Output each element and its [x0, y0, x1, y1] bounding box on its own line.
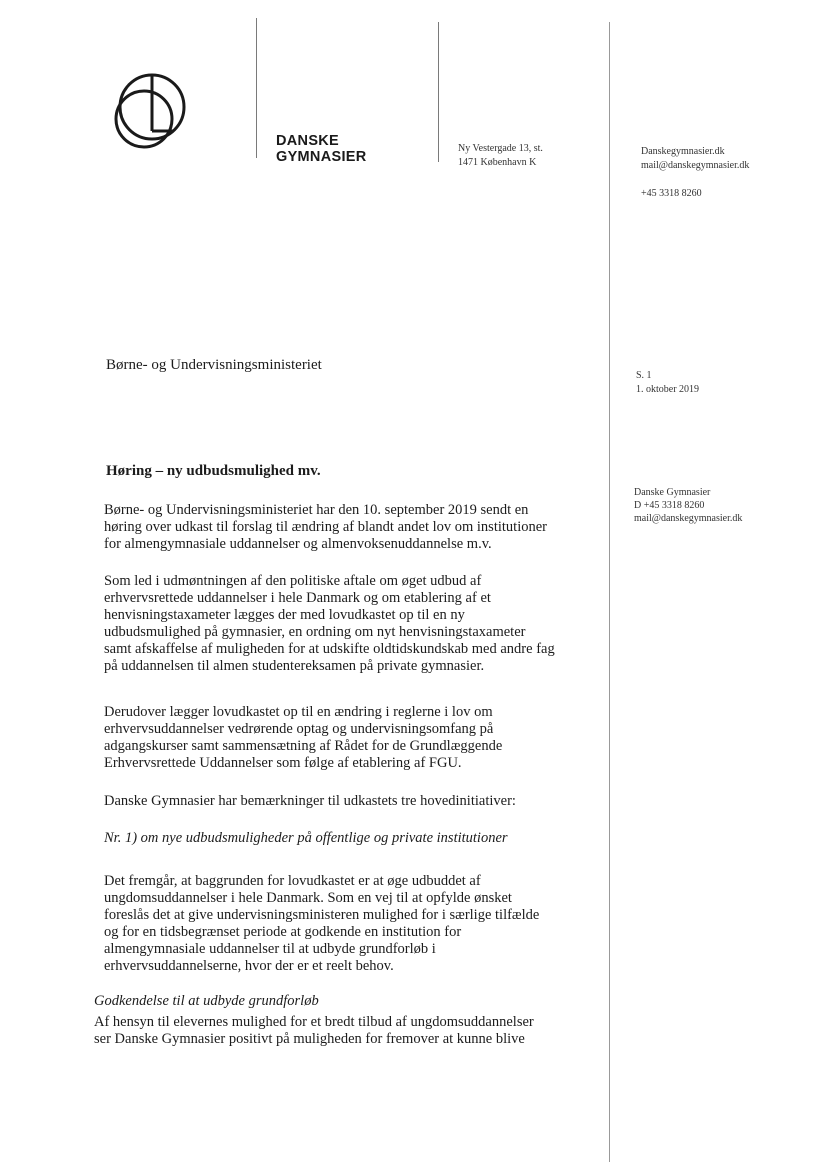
email-link: mail@danskegymnasier.dk: [641, 160, 750, 171]
organization-name: DANSKE GYMNASIER: [276, 133, 367, 165]
section-heading: Nr. 1) om nye udbudsmuligheder på offentlige og private institutioner: [104, 830, 508, 846]
page-date-block: [636, 369, 699, 397]
vertical-rule-1: [256, 18, 257, 158]
sender-contact-block: Danske Gymnasier D +45 3318 8260 mail@danskegymnasier.dk: [634, 487, 743, 524]
address-block: Ny Vestergade 13, st. 1471 København K: [458, 143, 543, 168]
danske-gymnasier-logo-icon: [108, 67, 188, 157]
recipient: Børne- og Undervisningsministeriet: [106, 357, 322, 373]
paragraph-1: Børne- og Undervisningsministeriet har den 10. september 2019 sendt en høring over udkast til forslag til ændring af blandt andet lov om institutioner for almengymnasiale uddannelser og almenvoksenuddannelse m.v.: [104, 502, 547, 552]
paragraph-4: Danske Gymnasier har bemærkninger til udkastets tre hovedinitiativer:: [104, 793, 516, 809]
paragraph-2: Som led i udmøntningen af den politiske aftale om øget udbud af erhvervsrettede uddannelser i hele Danmark og om etablering af et henvisningstaxameter lægges der med lovudkastet op til en ny udbudsmulighed på gymnasier, en ordning om nyt henvisningstaxameter samt afskaffelse af muligheden for at udskifte oldtidskundskab med andre fag på uddannelsen til almen studentereksamen på private gymnasier.: [104, 573, 555, 674]
paragraph-6: Af hensyn til elevernes mulighed for et bredt tilbud af ungdomsuddannelser ser Danske Gymnasier positivt på muligheden for fremover at kunne blive: [94, 1014, 534, 1047]
paragraph-5: Det fremgår, at baggrunden for lovudkastet er at øge udbuddet af ungdomsuddannelser i hele Danmark. Som en vej til at opfylde ønsket foreslås det at give undervisningsministeren mulighed for i særlige tilfælde og for en tidsbegrænset periode at godkende en institution for almengymnasiale uddannelser til at udbyde grundforløb i erhvervsuddannelserne, hvor der er et reelt behov.: [104, 873, 540, 974]
page-number: S. 1: [636, 370, 652, 381]
paragraph-3: Derudover lægger lovudkastet op til en ændring i reglerne i lov om erhvervsuddannelser vedrørende optag og undervisningsomfang på adgangskurser samt sammensætning af Rådet for de Grundlæggende Erhvervsrettede Uddannelser som følge af etablering af FGU.: [104, 704, 503, 771]
letter-date: 1. oktober 2019: [636, 384, 700, 395]
subheading: Godkendelse til at udbyde grundforløb: [94, 993, 319, 1009]
letter-title: Høring – ny udbudsmulighed mv.: [106, 463, 321, 479]
website-link: Danskegymnasier.dk: [641, 146, 725, 157]
vertical-rule-2: [438, 22, 439, 162]
contact-block: [641, 145, 749, 201]
phone-number: +45 3318 8260: [641, 188, 702, 199]
vertical-rule-3: [609, 22, 610, 1162]
